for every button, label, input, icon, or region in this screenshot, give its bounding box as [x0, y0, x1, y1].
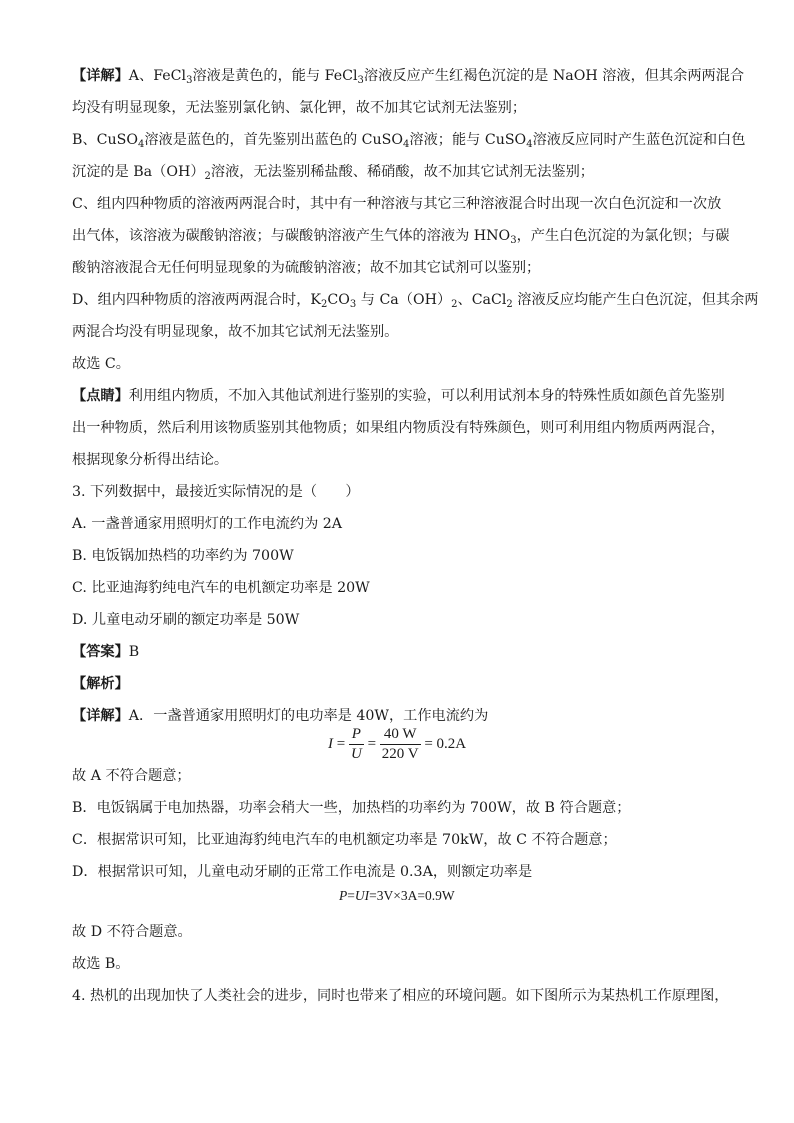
- subscript: 2: [451, 299, 458, 310]
- subscript: 2: [204, 171, 211, 182]
- text-segment: 沉淀的是 Ba（OH）: [72, 164, 205, 180]
- text-segment: 溶液反应产生红褐色沉淀的是 NaOH 溶液，但其余两两混合: [363, 68, 745, 84]
- subscript: 4: [526, 139, 533, 150]
- subscript: 3: [510, 235, 517, 246]
- choose-b: 故选 B。: [72, 956, 130, 972]
- paragraph-fecl3-line1: [72, 66, 745, 86]
- text-segment: A、FeCl: [128, 68, 187, 84]
- dianjing-line2: 出一种物质，然后利用该物质鉴别其他物质；如果组内物质没有特殊颜色，则可利用组内物质两两混合，: [72, 420, 725, 436]
- analysis-tag: 【解析】: [72, 676, 129, 692]
- formula-power: [339, 888, 455, 904]
- answer-tag: 【答案】: [72, 644, 129, 660]
- detail-c: C．根据常识可知，比亚迪海豹纯电汽车的电机额定功率是 70kW，故 C 不符合题意；: [72, 832, 617, 848]
- fraction-denominator: U: [350, 746, 362, 762]
- text-segment: 出气体，该溶液为碳酸钠溶液；与碳酸钠溶液产生气体的溶液为 HNO: [72, 228, 511, 244]
- fraction-numerator: P: [349, 726, 364, 745]
- formula-symbol: I: [328, 735, 333, 752]
- question-3: 3. 下列数据中，最接近实际情况的是（ ）: [72, 484, 360, 500]
- dianjing-tag: 【点睛】: [72, 388, 129, 404]
- subscript: 3: [186, 75, 193, 86]
- after-d: 故 D 不符合题意。: [72, 924, 192, 940]
- answer-value: B: [128, 644, 140, 660]
- answer-line: [72, 642, 732, 662]
- detail-tag-2: 【详解】: [72, 708, 129, 724]
- subscript: 4: [403, 139, 410, 150]
- formula-current: [328, 726, 466, 763]
- detail-a-line: [72, 706, 732, 726]
- question-4: 4. 热机的出现加快了人类社会的进步，同时也带来了相应的环境问题。如下图所示为某热机工作原理图，: [72, 988, 729, 1004]
- formula-result: =3V×3A=0.9W: [369, 888, 455, 903]
- fraction-denominator: 220 V: [381, 746, 419, 762]
- text-segment: 利用组内物质，不加入其他试剂进行鉴别的实验，可以利用试剂本身的特殊性质如颜色首先鉴别: [128, 388, 725, 404]
- subscript: 2: [506, 299, 513, 310]
- text-segment: 溶液反应均能产生白色沉淀，但其余两: [512, 292, 759, 308]
- subscript: 4: [137, 139, 145, 150]
- paragraph-c-line3: 酸钠溶液混合无任何明显现象的为硫酸钠溶液；故不加其它试剂可以鉴别；: [72, 260, 541, 276]
- formula-operator: =: [347, 888, 355, 903]
- detail-tag: 【详解】: [72, 68, 129, 84]
- formula-operator: =: [367, 735, 377, 752]
- fraction-p-over-u: [349, 726, 364, 763]
- option-d: D. 儿童电动牙刷的额定功率是 50W: [72, 612, 300, 628]
- detail-d: D．根据常识可知，儿童电动牙刷的正常工作电流是 0.3A，则额定功率是: [72, 864, 533, 880]
- text-segment: 、CaCl: [457, 292, 507, 308]
- paragraph-cuso4-line2: [72, 162, 732, 182]
- paragraph-fecl3-line2: 均没有明显现象，无法鉴别氯化钠、氯化钾，故不加其它试剂无法鉴别；: [72, 100, 527, 116]
- choose-c: 故选 C。: [72, 356, 130, 372]
- formula-symbol: UI: [354, 888, 370, 903]
- paragraph-d-line1: [72, 290, 759, 310]
- paragraph-cuso4-line1: [72, 130, 746, 150]
- option-a: A. 一盏普通家用照明灯的工作电流约为 2A: [72, 516, 343, 532]
- formula-symbol: P: [339, 888, 348, 903]
- paragraph-c-line2: [72, 226, 732, 246]
- text-segment: 溶液是蓝色的，首先鉴别出蓝色的 CuSO: [144, 132, 404, 148]
- formula-result: = 0.2A: [424, 735, 467, 752]
- formula-operator: =: [336, 735, 346, 752]
- text-segment: D、组内四种物质的溶液两两混合时，K: [72, 292, 321, 308]
- subscript: 2: [320, 299, 328, 310]
- text-segment: CO: [327, 292, 350, 308]
- text-segment: A．一盏普通家用照明灯的电功率是 40W，工作电流约为: [128, 708, 489, 724]
- option-b: B. 电饭锅加热档的功率约为 700W: [72, 548, 294, 564]
- after-a: 故 A 不符合题意；: [72, 768, 191, 784]
- text-segment: B、CuSO: [72, 132, 138, 148]
- option-c: C. 比亚迪海豹纯电汽车的电机额定功率是 20W: [72, 580, 370, 596]
- subscript: 3: [357, 75, 364, 86]
- paragraph-d-line2: 两混合均没有明显现象，故不加其它试剂无法鉴别。: [72, 324, 399, 340]
- text-segment: 溶液是黄色的，能与 FeCl: [192, 68, 358, 84]
- detail-b: B．电饭锅属于电加热器，功率会稍大一些，加热档的功率约为 700W，故 B 符合题意；: [72, 800, 631, 816]
- paragraph-c-line1: C、组内四种物质的溶液两两混合时，其中有一种溶液与其它三种溶液混合时出现一次白色沉淀和一次放: [72, 196, 722, 212]
- fraction-numerator: 40 W: [380, 726, 421, 745]
- subscript: 3: [349, 299, 357, 310]
- fraction-values: [380, 726, 421, 763]
- text-segment: 溶液；能与 CuSO: [409, 132, 527, 148]
- text-segment: 溶液，无法鉴别稀盐酸、稀硝酸，故不加其它试剂无法鉴别；: [210, 164, 594, 180]
- text-segment: ，产生白色沉淀的为氯化钡；与碳: [516, 228, 730, 244]
- dianjing-line3: 根据现象分析得出结论。: [72, 452, 229, 468]
- text-segment: 与 Ca（OH）: [356, 292, 452, 308]
- text-segment: 溶液反应同时产生蓝色沉淀和白色: [532, 132, 746, 148]
- dianjing-line1: [72, 386, 732, 406]
